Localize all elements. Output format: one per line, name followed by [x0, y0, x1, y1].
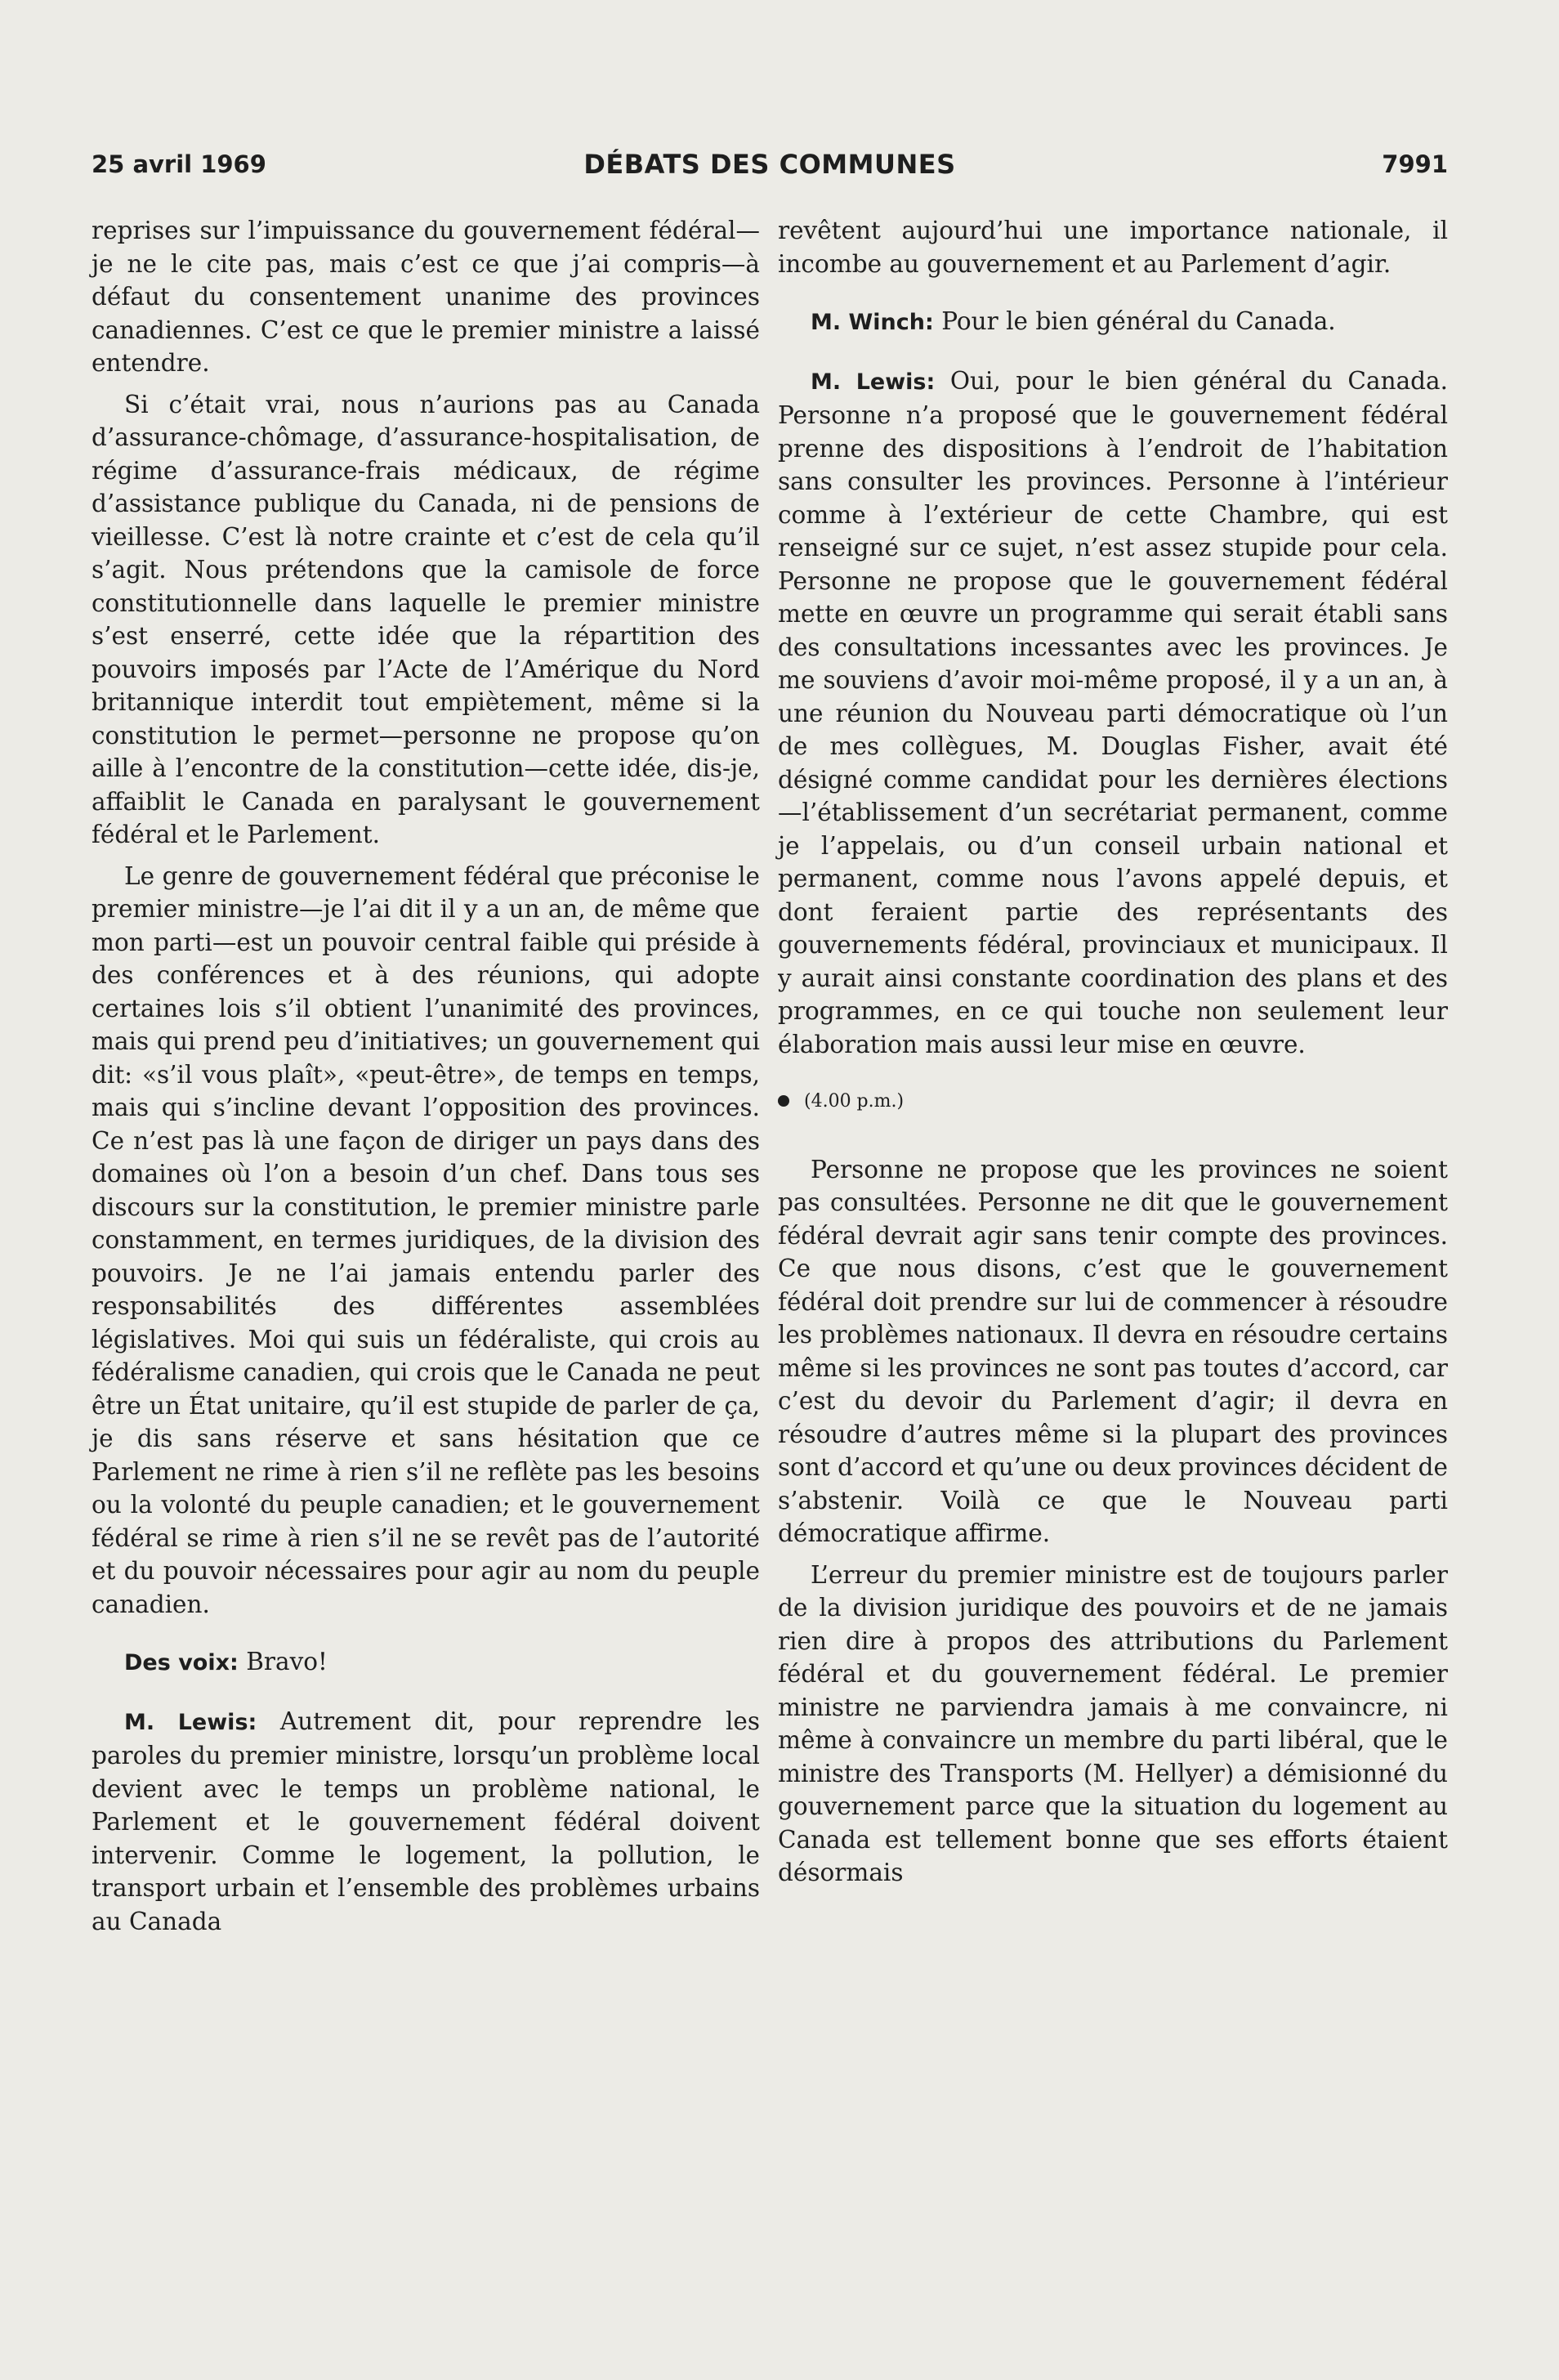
header-title: DÉBATS DES COMMUNES	[583, 149, 956, 180]
speaker-name: M. Winch:	[811, 310, 934, 335]
page-number: 7991	[1382, 150, 1448, 178]
time-marker	[778, 1085, 1448, 1119]
speech-paragraph	[778, 365, 1448, 1062]
header-date: 25 avril 1969	[92, 150, 266, 178]
speaker-name: Des voix:	[124, 1650, 239, 1675]
speaker-name: M. Lewis:	[124, 1709, 257, 1735]
time-text: (4.00 p.m.)	[804, 1091, 905, 1112]
paragraph: revêtent aujourd’hui une importance nationale, il incombe au gouvernement et au Parlement d’agir.	[778, 217, 1448, 278]
paragraph: Personne ne propose que les provinces ne soient pas consultées. Personne ne dit que le gouvernement fédéral devrait agir sans tenir compte des provinces. Ce que nous disons, c’est que le gouvernement fédéral doit prendre sur lui de commencer à résoudre les problèmes nationaux. Il devra en résoudre certains même si les provinces ne sont pas toutes d’accord, car c’est du devoir du Parlement d’agir; il devra en résoudre d’autres même si la plupart des provinces sont d’accord et qu’une ou deux provinces décident de s’abstenir. Voilà ce que le Nouveau parti démocratique affirme.	[778, 1155, 1448, 1547]
speech-text: Bravo!	[246, 1648, 328, 1675]
speech-text: Pour le bien général du Canada.	[941, 307, 1336, 335]
paragraph: Le genre de gouvernement fédéral que préconise le premier ministre—je l’ai dit il y a un an, de même que mon parti—est un pouvoir central faible qui préside à des conférences et à des réunions, qui adopte certaines lois s’il obtient l’unanimité des provinces, mais qui prend peu d’initiatives; un gouvernement qui dit: «s’il vous plaît», «peut-être», de temps en temps, mais qui s’incline devant l’opposition des provinces. Ce n’est pas là une façon de diriger un pays dans des domaines où l’on a besoin d’un chef. Dans tous ses discours sur la constitution, le premier ministre parle constamment, en termes juridiques, de la division des pouvoirs. Je ne l’ai jamais entendu parler des responsabilités des différentes assemblées législatives. Moi qui suis un fédéraliste, qui crois au fédéralisme canadien, qui crois que le Canada ne peut être un État unitaire, qu’il est stupide de parler de ça, je dis sans réserve et sans hésitation que ce Parlement ne rime à rien s’il ne reflète pas les besoins ou la volonté du peuple canadien; et le gouvernement fédéral se rime à rien s’il ne se revêt pas de l’autorité et du pouvoir nécessaires pour agir au nom du peuple canadien.	[92, 861, 760, 1618]
speech-paragraph	[778, 305, 1448, 340]
speech-paragraph	[92, 1645, 760, 1680]
speech-text: Oui, pour le bien général du Canada. Personne n’a proposé que le gouvernement fédéral prenne des dispositions à l’endroit de l’habitation sans consulter les provinces. Personne à l’intérieur comme à l’extérieur de cette Chambre, qui est renseigné sur ce sujet, n’est assez stupide pour cela. Personne ne propose que le gouvernement fédéral mette en œuvre un programme qui serait établi sans des consultations incessantes avec les provinces. Je me souviens d’avoir moi-même proposé, il y a un an, à une réunion du Nouveau parti démocratique où l’un de mes collègues, M. Douglas Fisher, avait été désigné comme candidat pour les dernières élections—l’établissement d’un secrétariat permanent, comme je l’appelais, ou d’un conseil urbain national et permanent, comme nous l’avons appelé depuis, et dont feraient partie des représentants des gouvernements fédéral, provinciaux et municipaux. Il y aurait ainsi constante coordination des plans et des programmes, en ce qui touche non seulement leur élaboration mais aussi leur mise en œuvre.	[778, 366, 1449, 1058]
left-column	[92, 214, 760, 1962]
paragraph: Si c’était vrai, nous n’aurions pas au Canada d’assurance-chômage, d’assurance-hospitalisation, de régime d’assurance-frais médicaux, de régime d’assistance publique du Canada, ni de pensions de vieillesse. C’est là notre crainte et c’est de cela qu’il s’agit. Nous prétendons que la camisole de force constitutionnelle dans laquelle le premier ministre s’est enserré, cette idée que la répartition des pouvoirs imposés par l’Acte de l’Amérique du Nord britannique interdit tout empiètement, même si la constitution le permet—personne ne propose qu’on aille à l’encontre de la constitution—cette idée, dis-je, affaiblit le Canada en paralysant le gouvernement fédéral et le Parlement.	[92, 390, 760, 848]
paragraph: L’erreur du premier ministre est de toujours parler de la division juridique des pouvoirs et de ne jamais rien dire à propos des attributions du Parlement fédéral et du gouvernement fédéral. Le premier ministre ne parviendra jamais à me convaincre, ni même à convaincre un membre du parti libéral, que le ministre des Transports (M. Hellyer) a démisionné du gouvernement parce que la situation du logement au Canada est tellement bonne que ses efforts étaient désormais	[778, 1560, 1448, 1886]
paragraph: reprises sur l’impuissance du gouvernement fédéral—je ne le cite pas, mais c’est ce que j’ai compris—à défaut du consentement unanime des provinces canadiennes. C’est ce que le premier ministre a laissé entendre.	[92, 217, 760, 377]
right-column	[778, 214, 1448, 1898]
bullet-icon	[778, 1095, 789, 1107]
page-header	[92, 145, 1448, 188]
speech-text: Autrement dit, pour reprendre les paroles du premier ministre, lorsqu’un problème local devient avec le temps un problème national, le Parlement et le gouvernement fédéral doivent intervenir. Comme le logement, la pollution, le transport urbain et l’ensemble des problèmes urbains au Canada	[92, 1707, 760, 1935]
speech-paragraph	[92, 1705, 760, 1939]
speaker-name: M. Lewis:	[811, 369, 936, 395]
